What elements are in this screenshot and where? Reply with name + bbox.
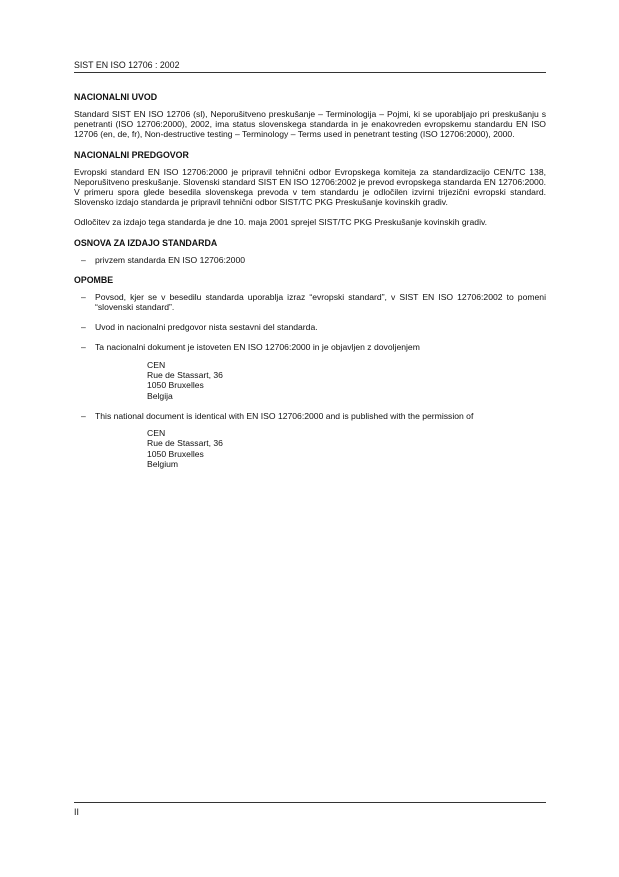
- section-heading: NACIONALNI PREDGOVOR: [74, 149, 189, 160]
- list-item: [74, 292, 546, 312]
- list-item-text: Uvod in nacionalni predgovor nista sestavni del standarda.: [95, 322, 318, 333]
- address-line: 1050 Bruxelles: [147, 380, 204, 391]
- footer-rule: [74, 802, 546, 803]
- address-line: CEN: [147, 428, 166, 439]
- section-osnova: [74, 238, 546, 265]
- address-block: [147, 360, 546, 401]
- section-heading: NACIONALNI UVOD: [74, 92, 158, 102]
- header-rule: [74, 72, 546, 73]
- document-page: [74, 0, 546, 877]
- dash-bullet: –: [81, 342, 86, 353]
- dash-bullet: –: [81, 410, 86, 421]
- list-item: [74, 255, 546, 265]
- list-item-text: This national document is identical with EN ISO 12706:2000 and is published with the permission of: [95, 410, 474, 421]
- address-line: 1050 Bruxelles: [147, 448, 204, 459]
- list-item-text: privzem standarda EN ISO 12706:2000: [95, 254, 246, 265]
- dash-bullet: –: [81, 254, 86, 265]
- address-line: Rue de Stassart, 36: [147, 438, 223, 449]
- list-item: [74, 322, 546, 332]
- section-heading: OPOMBE: [74, 274, 114, 285]
- address-block: [147, 428, 546, 469]
- list-item-text: Povsod, kjer se v besedilu standarda uporablja izraz “evropski standard”, v SIST EN ISO 12706:2002 to pomeni “slovenski standard”.: [95, 291, 546, 313]
- section-opombe: [74, 275, 546, 469]
- bullet-list: [74, 292, 546, 469]
- section-heading: OSNOVA ZA IZDAJO STANDARDA: [74, 237, 218, 248]
- address-line: CEN: [147, 359, 166, 370]
- document-header: SIST EN ISO 12706 : 2002: [74, 60, 180, 70]
- dash-bullet: –: [81, 322, 86, 333]
- paragraph: Evropski standard EN ISO 12706:2000 je pripravil tehnični odbor Evropskega komiteja za standardizacijo CEN/TC 138, Neporušitveno preskušanje. Slovenski standard SIST EN ISO 12706:2002 je prevod evropskega standarda EN 12706:2000. V primeru spora glede besedila slovenskega prevoda v tem standardu je odločilen izvirni trijezični evropski standard. Slovensko izdajo standarda je pripravil tehnični odbor SIST/TC PKG Preskušanje kovinskih gradiv.: [74, 166, 546, 208]
- list-item: [74, 342, 546, 400]
- address-line: Belgium: [147, 458, 179, 469]
- section-nacionalni-uvod: [74, 92, 546, 140]
- paragraph: Standard SIST EN ISO 12706 (sl), Neporušitveno preskušanje – Terminologija – Pojmi, ki se uporabljajo pri preskušanju s penetranti (ISO 12706:2000), 2002, ima status slovenskega standarda in je enakovreden evropskemu standardu EN ISO 12706 (en, de, fr), Non-destructive testing – Terminology – Terms used in penetrant testing (ISO 12706:2000), 2000.: [74, 109, 546, 140]
- dash-bullet: –: [81, 291, 86, 302]
- address-line: Belgija: [147, 390, 173, 401]
- paragraph: Odločitev za izdajo tega standarda je dne 10. maja 2001 sprejel SIST/TC PKG Preskušanje kovinskih gradiv.: [74, 217, 488, 228]
- list-item: [74, 411, 546, 469]
- page-number: II: [74, 807, 79, 817]
- list-item-text: Ta nacionalni dokument je istoveten EN ISO 12706:2000 in je objavljen z dovoljenjem: [95, 342, 420, 353]
- address-line: Rue de Stassart, 36: [147, 369, 223, 380]
- section-nacionalni-predgovor: [74, 150, 546, 228]
- document-body: [74, 92, 546, 479]
- bullet-list: [74, 255, 546, 265]
